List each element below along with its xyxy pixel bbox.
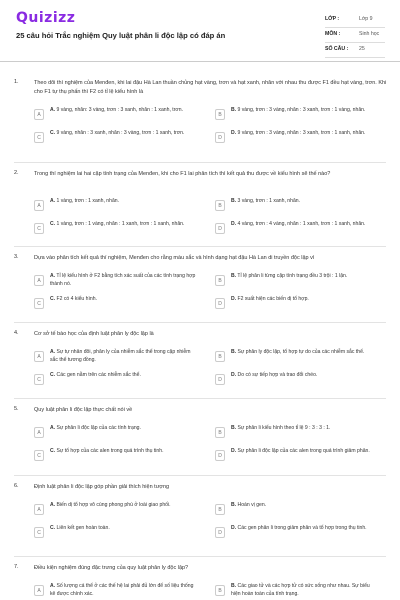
option-body: Các gen nằm trên các nhiễm sắc thể. [56,372,141,378]
option-letter-badge: C [34,374,44,385]
option-a[interactable] [34,500,206,520]
question-number: 1. [14,79,19,85]
option-label: A. [50,198,56,204]
option-text [231,447,379,455]
option-body: Sự tổ hợp của các alen trong quá trình thụ tinh. [56,448,164,454]
option-label: C. [50,525,56,531]
option-body: Do có sự tiếp hợp và trao đổi chéo. [237,372,318,378]
option-label: C. [50,296,56,302]
option-label: C. [50,221,56,227]
option-label: A. [50,425,56,431]
option-label: D. [231,448,237,454]
option-label: C. [50,130,56,136]
option-label: A. [50,107,56,113]
option-letter-badge: C [34,450,44,461]
option-label: D. [231,296,237,302]
option-b[interactable] [215,347,387,367]
option-a[interactable] [34,423,206,443]
option-body: 1 vàng, trơn : 1 xanh, nhăn. [56,198,120,204]
option-text [231,348,379,356]
option-text [50,129,198,137]
question-number: 2. [14,170,19,176]
option-text [50,524,198,532]
option-text [231,272,379,280]
question-text: Định luật phân li độc lập góp phần giải thích hiện tượng [34,484,170,490]
option-text [50,295,198,303]
quizizz-logo[interactable]: Quizizz [16,10,76,26]
option-c[interactable] [34,370,206,390]
option-body: Các gen phân li trong giảm phân và tổ hợp trong thụ tinh. [237,525,367,531]
option-text [231,524,379,532]
option-d[interactable] [215,128,387,148]
option-text [50,348,198,364]
meta-key: MÔN : [325,31,341,37]
option-d[interactable] [215,446,387,466]
option-text [231,129,379,137]
option-letter-badge: C [34,223,44,234]
option-text [231,582,379,598]
option-body: Các giao tử và các hợp tử có sức sống như nhau. Sự biểu hiện hoàn toàn của tính trạng. [231,583,370,597]
option-letter-badge: A [34,585,44,596]
option-a[interactable] [34,271,206,291]
option-text [231,295,379,303]
question-divider [14,475,386,476]
option-label: B. [231,425,237,431]
option-text [231,424,379,432]
question-number: 5. [14,406,19,412]
option-label: A. [50,502,56,508]
option-body: 9 vàng, trơn : 3 vàng, nhăn : 3 xanh, trơn : 1 vàng, nhăn. [237,107,366,113]
option-b[interactable] [215,271,387,291]
question-divider [14,246,386,247]
option-text [50,371,198,379]
option-text [50,501,198,509]
option-c[interactable] [34,523,206,543]
question-divider [14,398,386,399]
option-label: C. [50,448,56,454]
option-label: B. [231,583,237,589]
option-letter-badge: D [215,298,225,309]
option-b[interactable] [215,105,387,125]
option-text [50,447,198,455]
option-body: F2 có 4 kiểu hình. [56,296,98,302]
option-body: 9 vàng, nhăn : 3 xanh, nhăn : 3 vàng, trơn : 1 xanh, trơn. [56,130,185,136]
option-c[interactable] [34,446,206,466]
option-body: 3 vàng, trơn : 1 xanh, nhăn. [237,198,301,204]
question-divider [14,556,386,557]
question-divider [14,322,386,323]
option-letter-badge: C [34,132,44,143]
option-body: 9 vàng, trơn : 3 vàng, nhăn : 3 xanh, trơn : 1 xanh, nhăn. [237,130,366,136]
option-text [50,272,198,288]
option-b[interactable] [215,500,387,520]
option-body: F2 xuất hiện các biến dị tổ hợp. [237,296,309,302]
option-body: Liên kết gen hoàn toàn. [56,525,110,531]
option-body: Hoán vị gen. [237,502,267,508]
question-text: Điều kiện nghiệm đúng đặc trưng của quy luật phân ly độc lập? [34,565,189,571]
option-d[interactable] [215,219,387,239]
option-text [50,582,198,598]
option-letter-badge: B [215,109,225,120]
option-letter-badge: A [34,351,44,362]
option-letter-badge: A [34,109,44,120]
question-text: Cơ sở tế bào học của định luật phân ly độc lập là [34,331,154,337]
option-text [231,106,379,114]
option-body: Sự phân li kiểu hình theo tỉ lệ 9 : 3 : 3 : 1. [237,425,331,431]
question-number: 3. [14,254,19,260]
question-text: Quy luật phân li độc lập thực chất nói về [34,407,133,413]
option-d[interactable] [215,370,387,390]
meta-value: Sinh học [359,31,380,37]
option-text [50,424,198,432]
option-label: C. [50,372,56,378]
page-title: 25 câu hỏi Trắc nghiệm Quy luật phân li độc lập có đáp án [16,31,226,40]
option-letter-badge: C [34,527,44,538]
option-letter-badge: A [34,427,44,438]
option-b[interactable] [215,196,387,216]
option-body: Sự phân li độc lập của các tính trạng. [56,425,141,431]
option-letter-badge: D [215,450,225,461]
option-letter-badge: D [215,374,225,385]
option-letter-badge: C [34,298,44,309]
question-divider [14,162,386,163]
option-letter-badge: B [215,351,225,362]
option-d[interactable] [215,294,387,314]
option-letter-badge: A [34,200,44,211]
option-a[interactable] [34,105,206,125]
option-c[interactable] [34,294,206,314]
option-body: Sự tự nhân đôi, phân ly của nhiễm sắc thể trong cặp nhiễm sắc thể tương đồng. [50,349,191,363]
option-text [50,220,198,228]
meta-key: SỐ CÂU : [325,46,349,52]
option-text [50,197,198,205]
option-label: A. [50,583,56,589]
option-body: 4 vàng, trơn : 4 vàng, nhăn : 1 xanh, trơn : 1 xanh, nhăn. [237,221,366,227]
question-text: Theo dõi thí nghiệm của Menđen, khi lai đậu Hà Lan thuần chủng hạt vàng, trơn và hạt xanh, nhăn với nhau thu được F1 đều hạt vàng, trơn. Khi cho F1 tự thụ phấn thì F2 có tỉ lệ kiểu hình là [34,80,387,95]
option-a[interactable] [34,581,206,600]
option-label: B. [231,107,237,113]
option-label: D. [231,372,237,378]
option-letter-badge: B [215,427,225,438]
option-text [50,106,198,114]
option-c[interactable] [34,219,206,239]
option-text [231,197,379,205]
option-text [231,501,379,509]
option-letter-badge: D [215,223,225,234]
option-letter-badge: A [34,275,44,286]
option-text [231,371,379,379]
option-letter-badge: B [215,275,225,286]
option-d[interactable] [215,523,387,543]
question-number: 7. [14,564,19,570]
option-label: B. [231,502,237,508]
option-b[interactable] [215,581,387,600]
option-body: Sự phân ly độc lập, tổ hợp tự do của các nhiễm sắc thể. [237,349,365,355]
option-letter-badge: A [34,504,44,515]
option-body: Biến dị tổ hợp vô cùng phong phú ở loài giao phối. [56,502,171,508]
option-letter-badge: B [215,585,225,596]
meta-row-subject [325,28,385,43]
question-text: Trong thí nghiệm lai hai cặp tính trạng của Menđen, khi cho F1 lai phân tích thì kết quả thu được về kiểu hình sẽ thế nào? [34,171,331,177]
option-body: 9 vàng, nhăn: 3 vàng, trơn : 3 xanh, nhăn : 1 xanh, trơn. [56,107,183,113]
option-body: Sự phân li độc lập của các alen trong quá trình giảm phân. [237,448,370,454]
option-b[interactable] [215,423,387,443]
option-body: 1 vàng, trơn : 1 vàng, nhăn : 1 xanh, trơn : 1 xanh, nhăn. [56,221,185,227]
option-c[interactable] [34,128,206,148]
option-label: D. [231,221,237,227]
option-text [231,220,379,228]
option-a[interactable] [34,347,206,367]
meta-panel [325,13,385,58]
option-letter-badge: D [215,527,225,538]
meta-row-count [325,43,385,58]
option-label: D. [231,525,237,531]
option-label: B. [231,349,237,355]
question-text: Dựa vào phân tích kết quả thí nghiệm, Menđen cho rằng màu sắc và hình dạng hạt đậu Hà Lan di truyền độc lập vì [34,255,315,261]
option-a[interactable] [34,196,206,216]
question-number: 4. [14,330,19,336]
option-label: B. [231,198,237,204]
option-body: Tỉ lệ kiểu hình ở F2 bằng tích xác suất của các tính trạng hợp thành nó. [50,273,196,287]
option-letter-badge: D [215,132,225,143]
option-body: Tỉ lệ phân li từng cặp tính trạng đều 3 trội : 1 lặn. [237,273,348,279]
question-number: 6. [14,483,19,489]
option-label: A. [50,273,56,279]
meta-key: LỚP : [325,16,340,22]
page-header [0,0,400,62]
option-label: B. [231,273,237,279]
option-label: D. [231,130,237,136]
option-letter-badge: B [215,504,225,515]
meta-value: 25 [359,46,365,52]
meta-row-class [325,13,385,28]
option-letter-badge: B [215,200,225,211]
option-body: Số lượng cá thể ở các thế hệ lai phải đủ lớn để số liệu thống kê được chính xác. [50,583,194,597]
option-label: A. [50,349,56,355]
meta-value: Lớp 9 [359,16,373,22]
